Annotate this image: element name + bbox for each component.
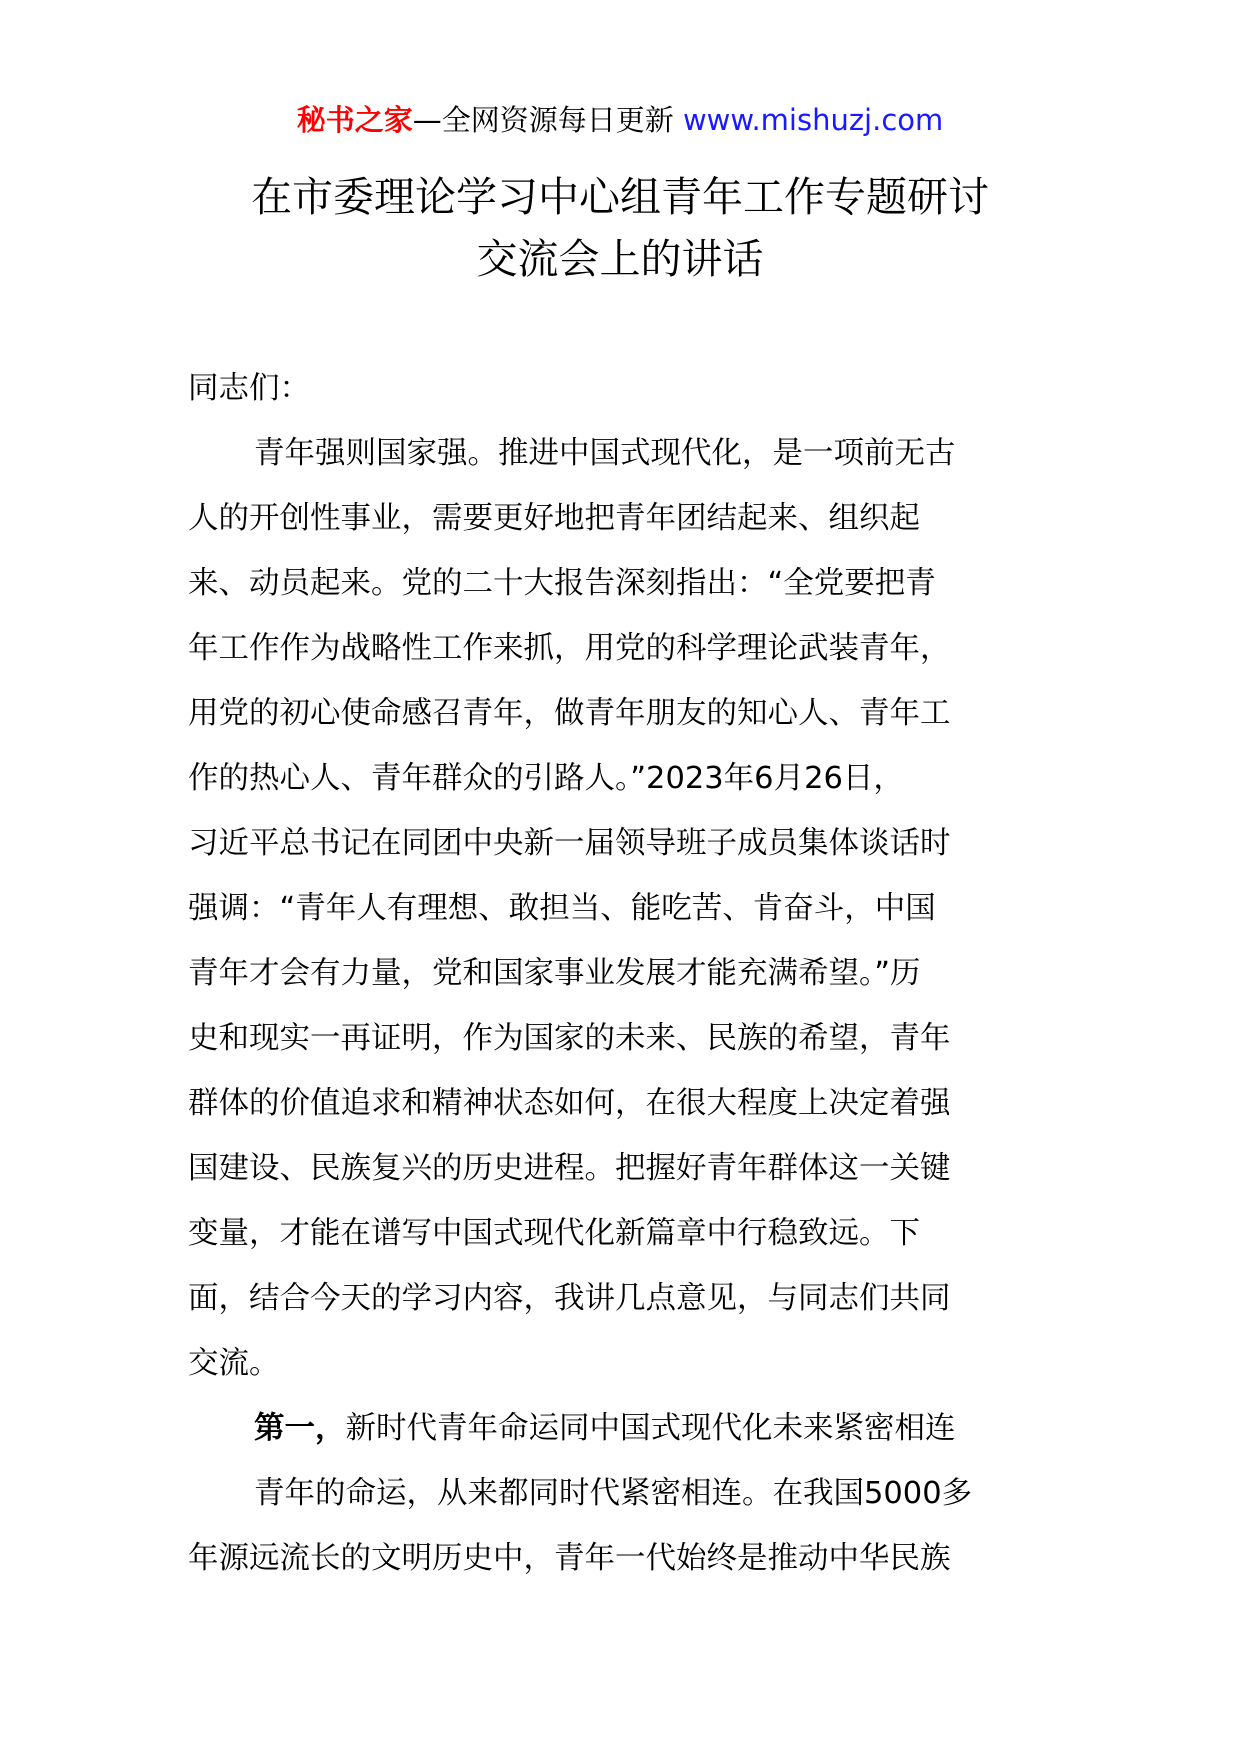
paragraph-line: 群体的价值追求和精神状态如何，在很大程度上决定着强 [188, 1086, 951, 1121]
paragraph-line: 习近平总书记在同团中央新一届领导班子成员集体谈话时 [188, 826, 951, 861]
banner-tagline: —全网资源每日更新 [412, 103, 683, 137]
paragraph-line: 青年才会有力量，党和国家事业发展才能充满希望。”历 [188, 956, 921, 991]
paragraph-line: 用党的初心使命感召青年，做青年朋友的知心人、青年工 [188, 696, 951, 731]
title-line: 在市委理论学习中心组青年工作专题研讨 [251, 173, 989, 221]
paragraph-line: 作的热心人、青年群众的引路人。”2023年6月26日， [188, 761, 904, 796]
banner-url-link[interactable]: www.mishuzj.com [682, 103, 944, 137]
paragraph-line: 年工作作为战略性工作来抓，用党的科学理论武装青年， [188, 631, 951, 666]
site-banner [0, 100, 1240, 140]
section-heading [188, 1396, 1058, 1461]
paragraph-line: 史和现实一再证明，作为国家的未来、民族的希望，青年 [188, 1021, 951, 1056]
paragraph-line: 变量，才能在谱写中国式现代化新篇章中行稳致远。下 [188, 1216, 920, 1251]
title-line: 交流会上的讲话 [476, 235, 764, 283]
paragraph-line: 强调：“青年人有理想、敢担当、能吃苦、肯奋斗，中国 [188, 891, 936, 926]
paragraph-line: 年源远流长的文明历史中，青年一代始终是推动中华民族 [188, 1541, 951, 1576]
paragraph-line: 国建设、民族复兴的历史进程。把握好青年群体这一关键 [188, 1151, 951, 1186]
paragraph-intro [188, 421, 1058, 1396]
document-body [188, 356, 1058, 1591]
paragraph-line: 人的开创性事业，需要更好地把青年团结起来、组织起 [188, 501, 920, 536]
salutation: 同志们： [188, 371, 310, 406]
section-heading-text: 新时代青年命运同中国式现代化未来紧密相连 [345, 1411, 956, 1446]
paragraph-line: 来、动员起来。党的二十大报告深刻指出：“全党要把青 [188, 566, 936, 601]
paragraph-line: 交流。 [188, 1346, 280, 1381]
document-title [150, 166, 1090, 290]
paragraph-line: 面，结合今天的学习内容，我讲几点意见，与同志们共同 [188, 1281, 951, 1316]
paragraph-line: 青年的命运，从来都同时代紧密相连。在我国5000多 [254, 1476, 973, 1511]
section-heading-number: 第一， [254, 1411, 346, 1446]
paragraph-line: 青年强则国家强。推进中国式现代化，是一项前无古 [254, 436, 956, 471]
banner-brand: 秘书之家 [296, 103, 413, 137]
paragraph-section1 [188, 1461, 1058, 1591]
